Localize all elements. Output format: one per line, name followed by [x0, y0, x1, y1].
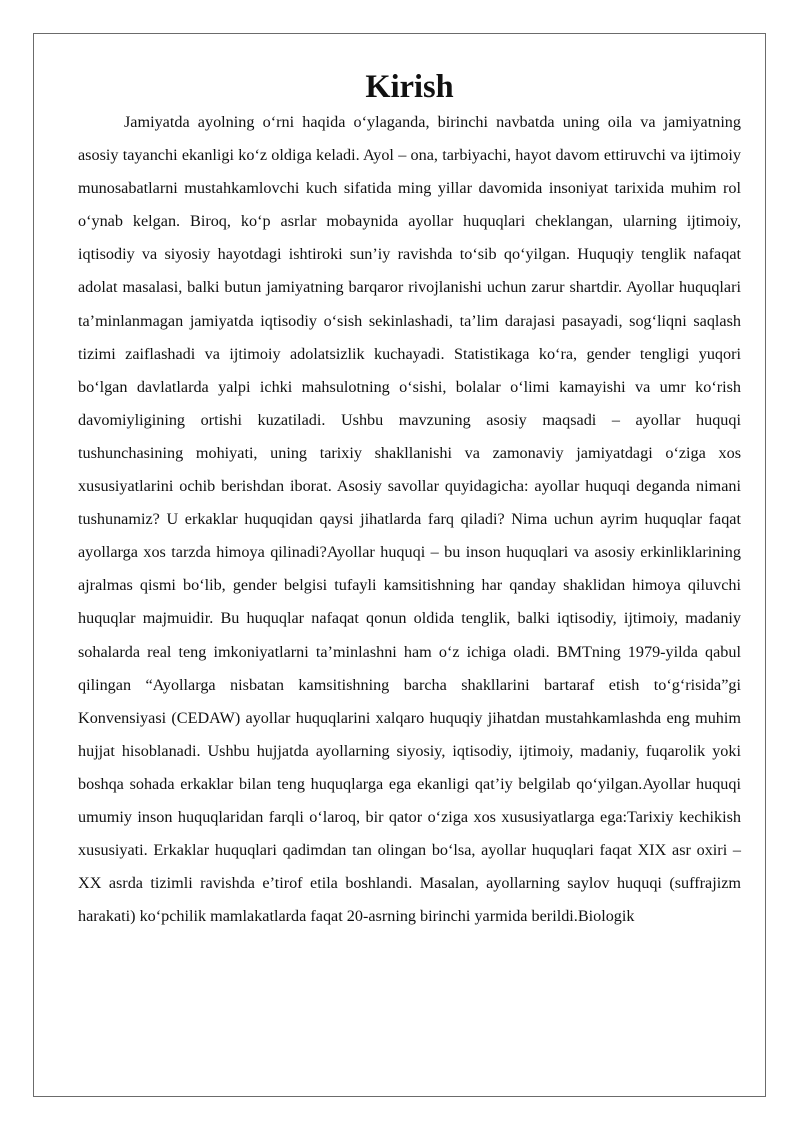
document-body — [78, 71, 741, 933]
section-title: Kirish — [365, 69, 454, 105]
body-paragraph: Jamiyatda ayolning o‘rni haqida o‘ylaganda, birinchi navbatda uning oila va jamiyatning asosiy tayanchi ekanligi ko‘z oldiga keladi. Ayol – ona, tarbiyachi, hayot davom ettiruvchi va ijtimoiy munosabatlarni mustahkamlovchi kuch sifatida ming yillar davomida insoniyat tarixida muhim rol o‘ynab kelgan. Biroq, ko‘p asrlar mobaynida ayollar huquqlari cheklangan, ularning ijtimoiy, iqtisodiy va siyosiy hayotdagi ishtiroki sun’iy ravishda to‘sib qo‘yilgan. Huquqiy tenglik nafaqat adolat masalasi, balki butun jamiyatning barqaror rivojlanishi uchun zarur shartdir. Ayollar huquqlari ta’minlanmagan jamiyatda iqtisodiy o‘sish sekinlashadi, ta’lim darajasi pasayadi, sog‘liqni saqlash tizimi zaiflashadi va ijtimoiy adolatsizlik kuchayadi. Statistikaga ko‘ra, gender tengligi yuqori bo‘lgan davlatlarda yalpi ichki mahsulotning o‘sishi, bolalar o‘limi kamayishi va umr ko‘rish davomiyligining ortishi kuzatiladi. Ushbu mavzuning asosiy maqsadi – ayollar huquqi tushunchasining mohiyati, uning tarixiy shakllanishi va zamonaviy jamiyatdagi o‘ziga xos xususiyatlarini ochib berishdan iborat. Asosiy savollar quyidagicha: ayollar huquqi deganda nimani tushunamiz? U erkaklar huquqidan qaysi jihatlarda farq qiladi? Nima uchun ayrim huquqlar faqat ayollarga xos tarzda himoya qilinadi?Ayollar huquqi – bu inson huquqlari va asosiy erkinliklarining ajralmas qismi bo‘lib, gender belgisi tufayli kamsitishning har qanday shaklidan himoya qiluvchi huquqlar majmuidir. Bu huquqlar nafaqat qonun oldida tenglik, balki iqtisodiy, ijtimoiy, madaniy sohalarda real teng imkoniyatlarni ta’minlashni ham o‘z ichiga oladi. BMTning 1979-yilda qabul qilingan “Ayollarga nisbatan kamsitishning barcha shakllarini bartaraf etish to‘g‘risida”gi Konvensiyasi (CEDAW) ayollar huquqlarini xalqaro huquqiy jihatdan mustahkamlashda eng muhim hujjat hisoblanadi. Ushbu hujjatda ayollarning siyosiy, iqtisodiy, ijtimoiy, madaniy, fuqarolik yoki boshqa sohada erkaklar bilan teng huquqlarga ega ekanligi qat’iy belgilab qo‘yilgan.Ayollar huquqi umumiy inson huquqlaridan farqli o‘laroq, bir qator o‘ziga xos xususiyatlarga ega:Tarixiy kechikish xususiyati. Erkaklar huquqlari qadimdan tan olingan bo‘lsa, ayollar huquqlari faqat XIX asr oxiri – XX asrda tizimli ravishda e’tirof etila boshlandi. Masalan, ayollarning saylov huquqi (suffrajizm harakati) ko‘pchilik mamlakatlarda faqat 20-asrning birinchi yarmida berildi.Biologik — [78, 113, 741, 926]
